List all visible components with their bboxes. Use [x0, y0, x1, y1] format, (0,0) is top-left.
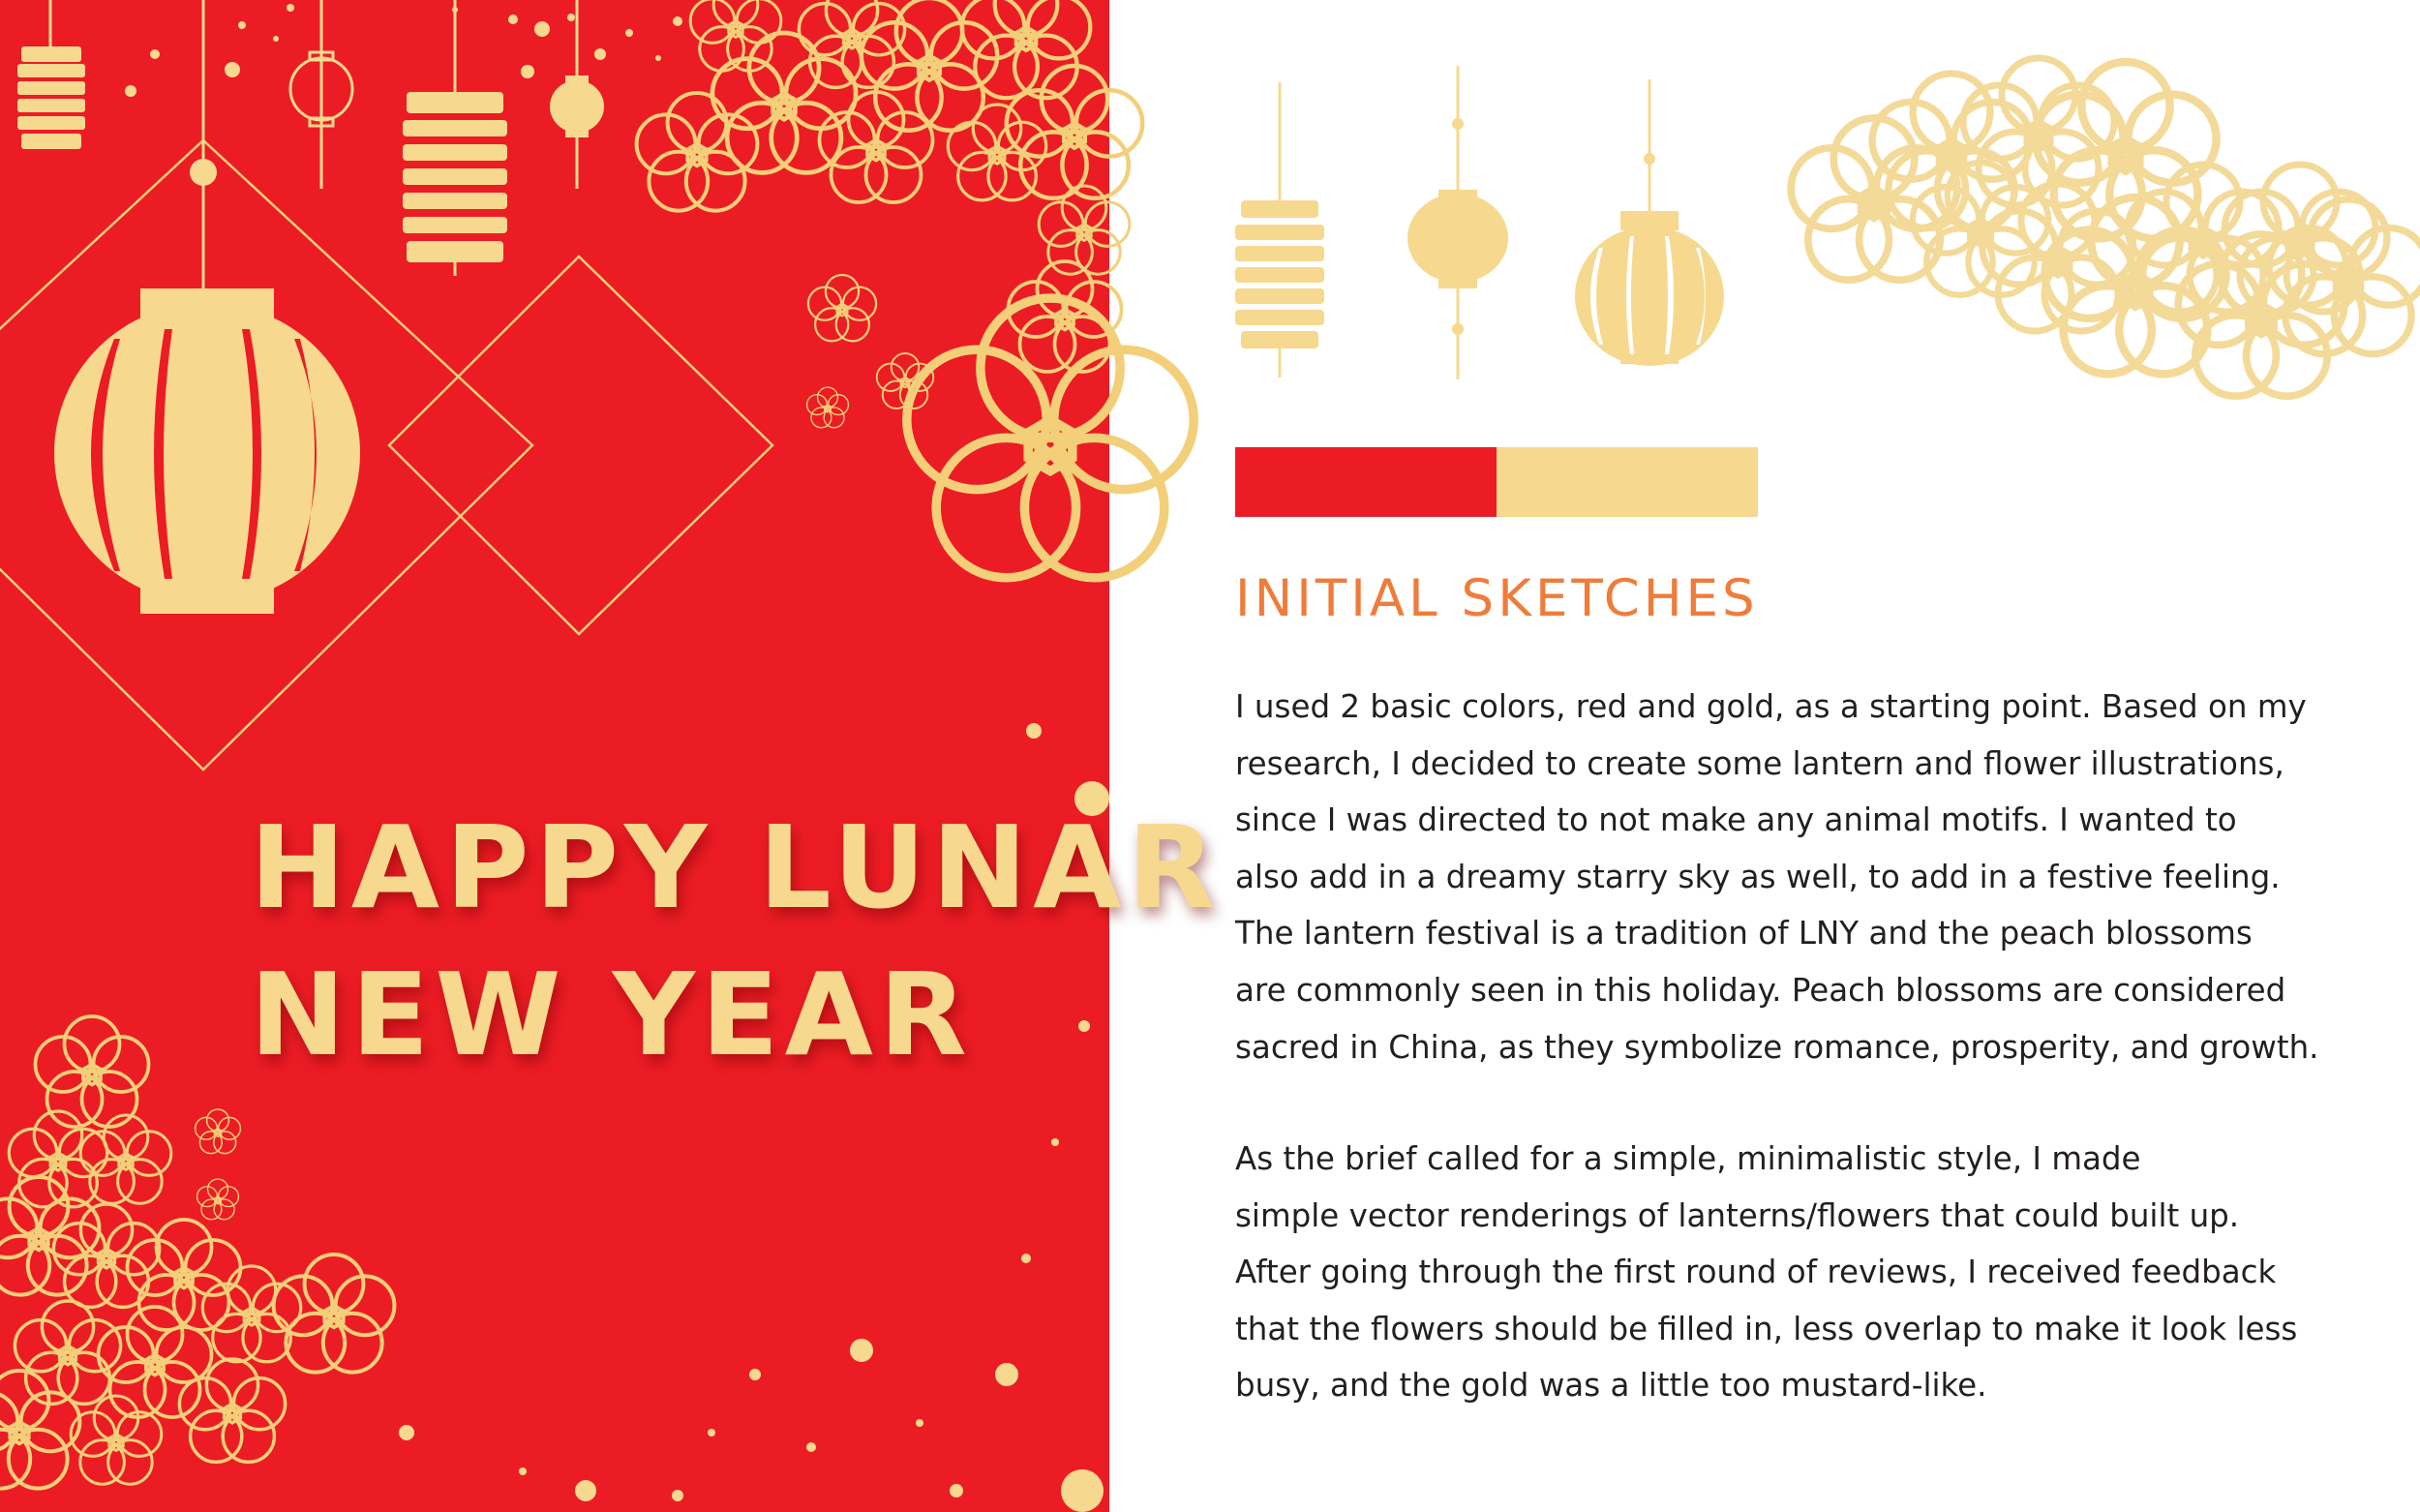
small-lantern-icon: [17, 46, 85, 149]
paragraph-line: busy, and the gold was a little too mustard-like.: [1235, 1367, 1987, 1405]
color-swatch-gold: [1497, 447, 1758, 517]
paragraph-line: As the brief called for a simple, minimalistic style, I made: [1235, 1140, 2141, 1177]
paragraph-line: also add in a dreamy starry sky as well, to add in a festive feeling.: [1235, 858, 2281, 895]
paragraph-1: [1235, 679, 2397, 1075]
paragraph-2: [1235, 1131, 2397, 1414]
card-illustration: [0, 0, 1109, 1512]
paragraph-line: After going through the first round of reviews, I received feedback: [1235, 1254, 2277, 1291]
section-heading: INITIAL SKETCHES: [1235, 569, 1759, 628]
paragraph-line: I used 2 basic colors, red and gold, as a starting point. Based on my: [1235, 688, 2307, 725]
round-lantern-icon: [550, 76, 604, 137]
sketch-round-lantern-icon: [1407, 66, 1508, 379]
color-swatch-red: [1235, 447, 1497, 517]
large-lantern-icon: [54, 288, 360, 614]
sketch-blossoms-icon: [1791, 58, 2420, 396]
greeting-line-2: NEW YEAR: [250, 948, 973, 1081]
paragraph-line: research, I decided to create some lantern and flower illustrations,: [1235, 744, 2284, 782]
starry-dots: [125, 4, 1109, 1512]
sketch-striped-lantern-icon: [1235, 82, 1324, 378]
paragraph-line: that the flowers should be filled in, less overlap to make it look less: [1235, 1310, 2298, 1347]
paragraph-line: are commonly seen in this holiday. Peach blossoms are considered: [1235, 971, 2286, 1009]
sketches-panel: [1109, 0, 2420, 1512]
striped-lantern-icon: [403, 92, 507, 276]
paragraph-line: The lantern festival is a tradition of LNY and the peach blossoms: [1235, 915, 2253, 953]
paragraph-line: since I was directed to not make any animal motifs. I wanted to: [1235, 801, 2237, 839]
paragraph-line: sacred in China, as they symbolize romance, prosperity, and growth.: [1235, 1028, 2319, 1066]
greeting-line-1: HAPPY LUNAR: [250, 801, 1222, 934]
greeting-title: [250, 794, 1221, 1088]
sketch-illustrations: [1109, 0, 2420, 445]
sketch-ribbed-lantern-icon: [1575, 79, 1724, 366]
paragraph-line: simple vector renderings of lanterns/flowers that could built up.: [1235, 1196, 2240, 1234]
